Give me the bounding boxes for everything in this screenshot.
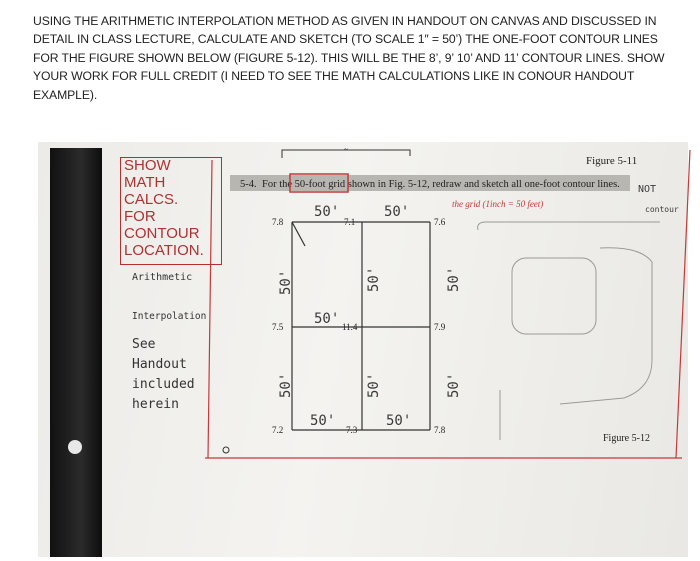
- note-line-3: CALCS.: [124, 191, 179, 208]
- elev-r2c1: 7.5: [272, 322, 284, 332]
- hw-included: included: [132, 377, 195, 392]
- elev-r2c2: 11.4: [342, 322, 358, 332]
- elevation-grid: [292, 222, 430, 430]
- spacing-bottom-left: 50': [310, 413, 336, 429]
- note-line-2: MATH: [124, 174, 166, 191]
- spacing-left-lower: 50': [278, 372, 294, 398]
- margin-note-1: NOT: [638, 184, 657, 195]
- problem-number: 5-4.: [240, 179, 257, 190]
- handwritten-left: [132, 263, 222, 417]
- spacing-right-upper: 50': [446, 266, 462, 292]
- hw-interpolation: Interpolation: [132, 311, 207, 322]
- spacing-top-right: 50': [384, 204, 410, 220]
- red-right-line: [676, 150, 690, 458]
- hw-see: See: [132, 337, 156, 352]
- spacing-mid-left: 50': [314, 311, 340, 327]
- elev-r1c3: 7.6: [434, 217, 446, 227]
- squiggle: ~: [344, 145, 349, 154]
- elev-r2c3: 7.9: [434, 322, 446, 332]
- note-line-5: CONTOUR: [124, 225, 200, 242]
- note-line-1: SHOW: [124, 157, 171, 174]
- figure-bottom-label: Figure 5-12: [603, 433, 650, 444]
- elev-r3c3: 7.8: [434, 425, 446, 435]
- hw-herein: herein: [132, 397, 179, 412]
- spacing-right-lower: 50': [446, 372, 462, 398]
- instructions-text: USING THE ARITHMETIC INTERPOLATION METHOD AS GIVEN IN HANDOUT ON CANVAS AND DISCUSSED IN DETAIL IN CLASS LECTURE, CALCULATE AND SKETCH (TO SCALE 1″ = 50’) THE ONE-FOOT CONTOUR LINES FOR THE FIGURE SHOWN BELOW (FIGURE 5-12). THIS WILL BE THE 8’, 9’ 10’ AND 11’ CONTOUR LINES. SHOW YOUR WORK FOR FULL CREDIT (I NEED TO SEE THE MATH CALCULATIONS LIKE IN CONOUR HANDOUT EXAMPLE).: [33, 14, 665, 102]
- elev-r3c2: 7.3: [346, 425, 358, 435]
- faint-sketch: [478, 222, 660, 440]
- spacing-top-left: 50': [314, 204, 340, 220]
- note-line-6: LOCATION.: [124, 242, 204, 259]
- note-line-4: FOR: [124, 208, 156, 225]
- elev-r1c2: 7.1: [344, 217, 356, 227]
- spacing-center-upper: 50': [366, 266, 382, 292]
- spacing-bottom-right: 50': [386, 413, 412, 429]
- problem-text: For the 50-foot grid shown in Fig. 5-12, redraw and sketch all one-foot contour lines.: [262, 179, 620, 190]
- spacing-left-upper: 50': [278, 269, 294, 295]
- elev-r3c1: 7.2: [272, 425, 284, 435]
- problem-handwritten: the grid (1inch = 50 feet): [452, 199, 544, 209]
- hw-arithmetic: Arithmetic: [132, 272, 193, 283]
- margin-note-2: contour: [645, 205, 679, 214]
- hw-handout: Handout: [132, 357, 187, 372]
- corner-circle-icon: [223, 447, 229, 453]
- elev-r1c1: 7.8: [272, 217, 284, 227]
- figure-top-label: Figure 5-11: [586, 155, 638, 167]
- spacing-center-lower: 50': [366, 372, 382, 398]
